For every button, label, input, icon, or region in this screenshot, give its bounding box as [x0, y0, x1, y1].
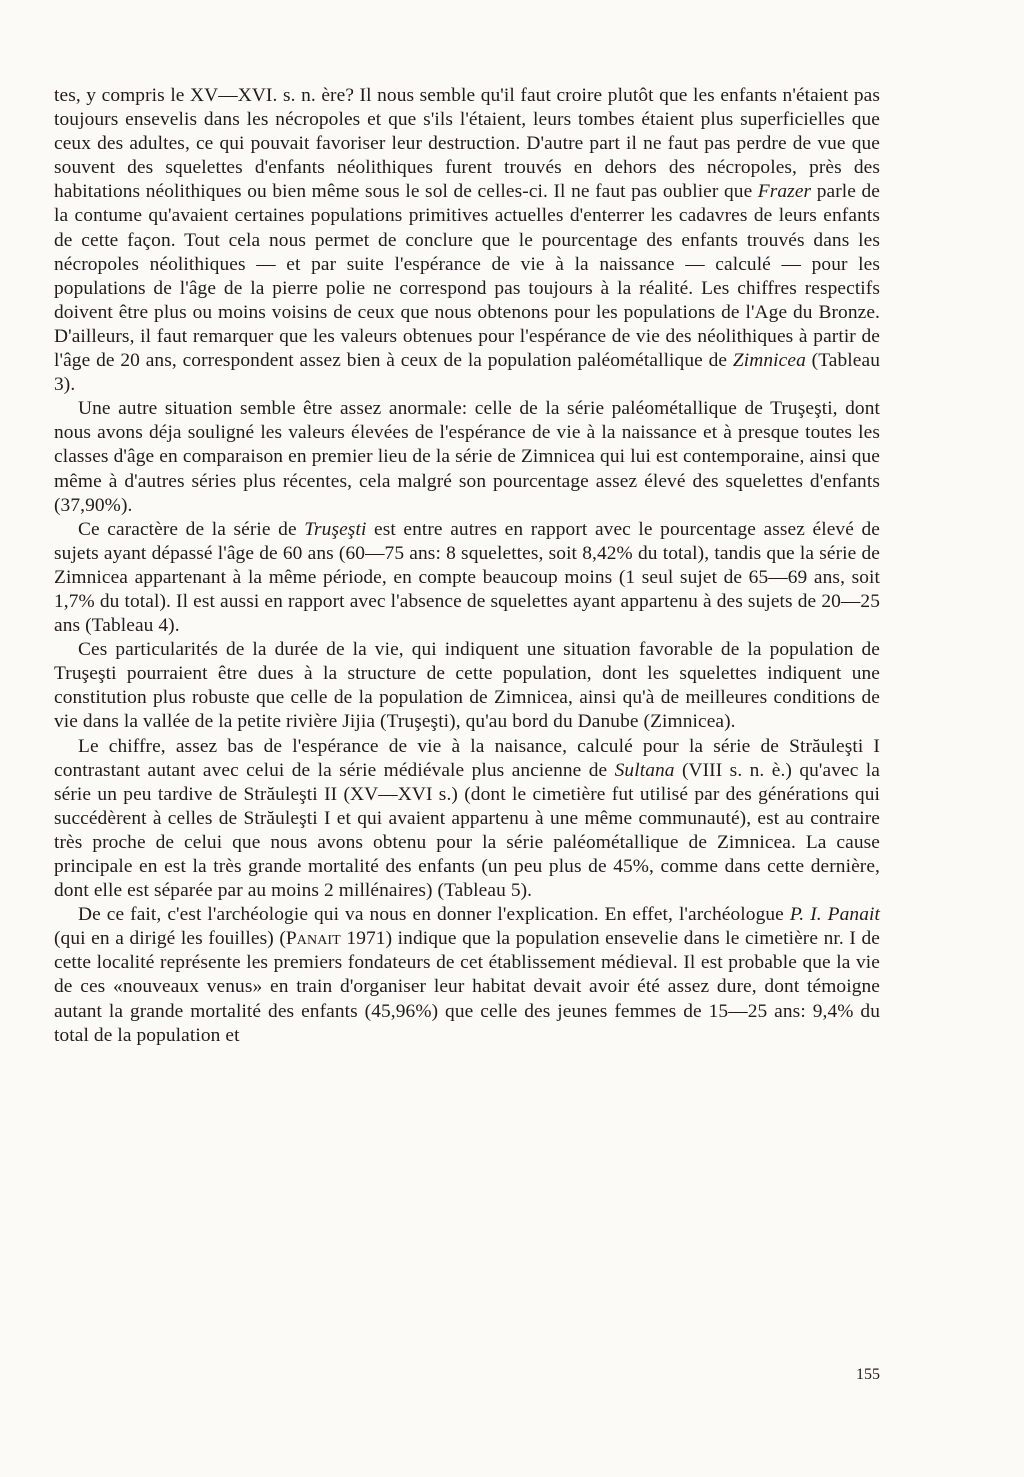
- text-run: (VIII s. n. è.) qu'avec la série un peu tardive de Străuleşti II (XV—XVI s.) (dont le cimetière fut utilisé par des générations qui succédèrent à celles de Străuleşti I et qui avaient appartenu à une même communauté), est au contraire très proche de celui que nous avons obtenu pour la série paléométallique de Zimnicea. La cause principale en est la très grande mortalité des enfants (un peu plus de 45%, comme dans cette dernière, dont elle est séparée par au moins 2 millénaires) (Tableau 5).: [54, 759, 881, 902]
- paragraph: [54, 638, 880, 734]
- text-run: Ce caractère de la série de: [78, 518, 305, 540]
- italic-text: Truşeşti: [304, 518, 367, 540]
- italic-text: Zimnicea: [732, 350, 806, 372]
- paragraph: [54, 903, 880, 1048]
- text-run: De ce fait, c'est l'archéologie qui va nous en donner l'explication. En effet, l'archéologue: [78, 904, 790, 926]
- paragraph: [54, 397, 880, 517]
- paragraph: [54, 518, 880, 638]
- text-run: (Tableau 3).: [54, 350, 880, 396]
- text-run: est entre autres en rapport avec le pourcentage assez élevé de sujets ayant dépassé l'âge de 60 ans (60—75 ans: 8 squelettes, soit 8,42% du total), tandis que la série de Zimnicea appartenant à la même période, en compte beaucoup moins (1 seul sujet de 65—69 ans, soit 1,7% du total). Il est aussi en rapport avec l'absence de squelettes ayant appartenu à des sujets de 20—25 ans (Tableau 4).: [54, 518, 880, 637]
- text-run: (qui en a dirigé les fouilles) (: [54, 928, 286, 950]
- text-run: parle de la contume qu'avaient certaines populations primitives actuelles d'enterrer les cadavres de leurs enfants de cette façon. Tout cela nous permet de conclure que le pourcentage des enfants trouvés dans les nécropoles néolithiques — et par suite l'espérance de vie à la naissance — calculé — pour les populations de l'âge de la pierre polie ne correspond pas toujours à la réalité. Les chiffres respectifs doivent être plus ou moins voisins de ceux que nous obtenons pour les populations de l'Age du Bronze. D'ailleurs, il faut remarquer que les valeurs obtenues pour l'espérance de vie des néolithiques à partir de l'âge de 20 ans, correspondent assez bien à ceux de la population paléométallique de: [54, 181, 880, 372]
- text-run: tes, y compris le XV—XVI. s. n. ère? Il nous semble qu'il faut croire plutôt que les enfants n'étaient pas toujours ensevelis dans les nécropoles et que s'ils l'étaient, leurs tombes étaient plus superficielles que ceux des adultes, ce qui pouvait favoriser leur destruction. D'autre part il ne faut pas perdre de vue que souvent des squelettes d'enfants néolithiques furent trouvés en dehors des nécropoles, près des habitations néolithiques ou bien même sous le sol de celles-ci. Il ne faut pas oublier que: [54, 85, 880, 203]
- italic-text: P. I. Panait: [789, 904, 880, 926]
- italic-text: Sultana: [614, 759, 675, 781]
- text-run: Une autre situation semble être assez anormale: celle de la série paléométallique de Truşeşti, dont nous avons déja souligné les valeurs élevées de l'espérance de vie à la naissance et à presque toutes les classes d'âge en comparaison en premier lieu de la série de Zimnicea qui lui est contemporaine, ainsi que même à d'autres séries plus récentes, cela malgré son pourcentage assez élevé des squelettes d'enfants (37,90%).: [54, 398, 880, 516]
- author-citation: Panait: [285, 928, 341, 950]
- text-run: Le chiffre, assez bas de l'espérance de vie à la naisance, calculé pour la série de Străuleşti I contrastant autant avec celui de la série médiévale plus ancienne de: [54, 735, 880, 781]
- text-run: Ces particularités de la durée de la vie, qui indiquent une situation favorable de la population de Truşeşti pourraient être dues à la structure de cette population, dont les squelettes indiquent une constitution plus robuste que celle de la population de Zimnicea, ainsi qu'à de meilleures conditions de vie dans la vallée de la petite rivière Jijia (Truşeşti), qu'au bord du Danube (Zimnicea).: [54, 639, 880, 733]
- paragraph: [54, 84, 880, 397]
- text-run: 1971) indique que la population ensevelie dans le cimetière nr. I de cette localité représente les premiers fondateurs de cet établissement médieval. Il est probable que la vie de ces «nouveaux venus» en train d'organiser leur habitat devait avoir été assez dure, dont témoigne autant la grande mortalité des enfants (45,96%) que celle des jeunes femmes de 15—25 ans: 9,4% du total de la population et: [54, 928, 880, 1046]
- italic-text: Frazer: [757, 181, 812, 203]
- paragraph: [54, 735, 880, 904]
- page-number: 155: [856, 1366, 880, 1383]
- body-text: [54, 84, 880, 1048]
